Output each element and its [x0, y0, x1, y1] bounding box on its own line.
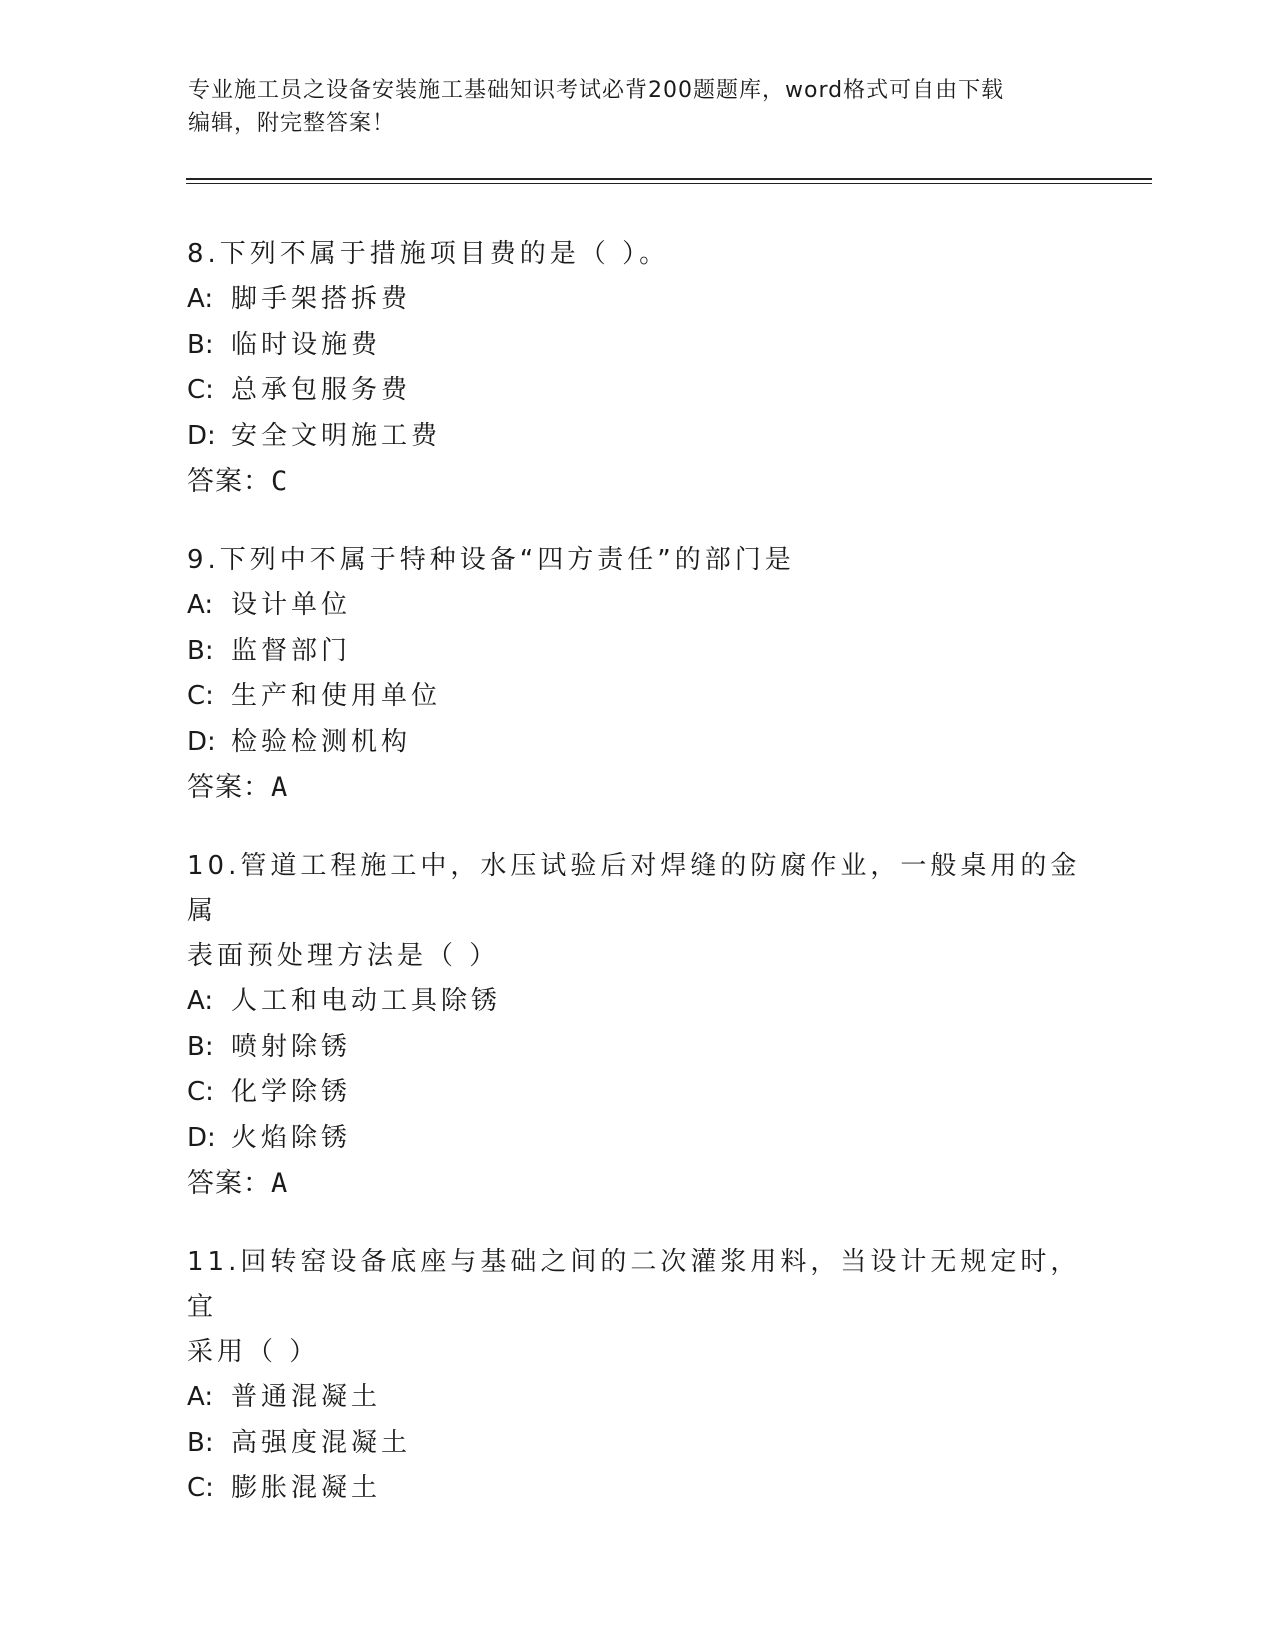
header-line-2: 编辑，附完整答案！: [188, 111, 396, 136]
option-text: 喷射除锈: [231, 1031, 352, 1062]
question-text: 表面预处理方法是（ ）: [187, 941, 500, 971]
answer-option: [187, 323, 1087, 369]
answer-line: [187, 1161, 1087, 1206]
option-letter: A:: [187, 1382, 214, 1412]
answer-option: [187, 277, 1087, 323]
option-letter: D:: [187, 420, 216, 451]
option-text: 脚手架搭拆费: [231, 284, 412, 314]
question-block: [187, 232, 1087, 504]
option-text: 普通混凝土: [231, 1382, 382, 1412]
option-letter: C:: [187, 375, 214, 405]
question-text: 11.回转窑设备底座与基础之间的二次灌浆用料，当设计无规定时，宜: [187, 1247, 1081, 1322]
option-letter: B:: [187, 1031, 214, 1062]
question-block: [187, 844, 1087, 1206]
header-divider-thick: [186, 178, 1152, 180]
answer-option: [187, 1070, 1087, 1116]
question-text: 8.下列不属于措施项目费的是（ ）。: [187, 239, 670, 269]
option-text: 膨胀混凝土: [231, 1473, 382, 1503]
header-divider-thin: [186, 183, 1152, 184]
answer-value: C: [271, 466, 289, 497]
answer-label: 答案：: [187, 1168, 271, 1199]
header-line-1: 专业施工员之设备安装施工基础知识考试必背200题题库，word格式可自由下载: [188, 78, 1005, 103]
question-text: 10.管道工程施工中，水压试验后对焊缝的防腐作业，一般桌用的金属: [187, 851, 1081, 926]
answer-option: [187, 414, 1087, 460]
document-header: [188, 74, 1088, 140]
option-letter: A:: [187, 986, 214, 1016]
option-letter: B:: [187, 1427, 214, 1458]
answer-option: [187, 1421, 1087, 1467]
option-text: 火焰除锈: [231, 1122, 352, 1153]
option-letter: D:: [187, 726, 216, 757]
answer-line: [187, 459, 1087, 504]
option-letter: B:: [187, 635, 214, 666]
question-block: [187, 538, 1087, 810]
answer-option: [187, 720, 1087, 766]
answer-label: 答案：: [187, 772, 271, 803]
question-text: 采用（ ）: [187, 1337, 320, 1367]
option-text: 检验检测机构: [231, 726, 412, 757]
answer-option: [187, 1466, 1087, 1512]
answer-value: A: [271, 772, 289, 803]
option-letter: C:: [187, 681, 214, 711]
answer-label: 答案：: [187, 466, 271, 497]
answer-option: [187, 1025, 1087, 1071]
answer-option: [187, 1375, 1087, 1421]
option-text: 人工和电动工具除锈: [231, 986, 502, 1016]
option-letter: C:: [187, 1473, 214, 1503]
option-letter: A:: [187, 284, 214, 314]
question-text: 9.下列中不属于特种设备“四方责任”的部门是: [187, 545, 795, 575]
answer-option: [187, 629, 1087, 675]
answer-line: [187, 765, 1087, 810]
answer-option: [187, 979, 1087, 1025]
option-letter: A:: [187, 590, 214, 620]
question-list: [187, 232, 1087, 1546]
answer-option: [187, 583, 1087, 629]
option-text: 高强度混凝土: [231, 1427, 412, 1458]
option-text: 设计单位: [231, 590, 352, 620]
option-text: 安全文明施工费: [231, 420, 442, 451]
answer-option: [187, 368, 1087, 414]
option-letter: B:: [187, 329, 214, 360]
question-block: [187, 1240, 1087, 1512]
option-letter: D:: [187, 1122, 216, 1153]
option-text: 化学除锈: [231, 1077, 352, 1107]
answer-option: [187, 1116, 1087, 1162]
option-text: 总承包服务费: [231, 375, 412, 405]
option-text: 监督部门: [231, 635, 352, 666]
answer-value: A: [271, 1168, 289, 1199]
option-text: 临时设施费: [231, 329, 382, 360]
option-letter: C:: [187, 1077, 214, 1107]
answer-option: [187, 674, 1087, 720]
option-text: 生产和使用单位: [231, 681, 442, 711]
